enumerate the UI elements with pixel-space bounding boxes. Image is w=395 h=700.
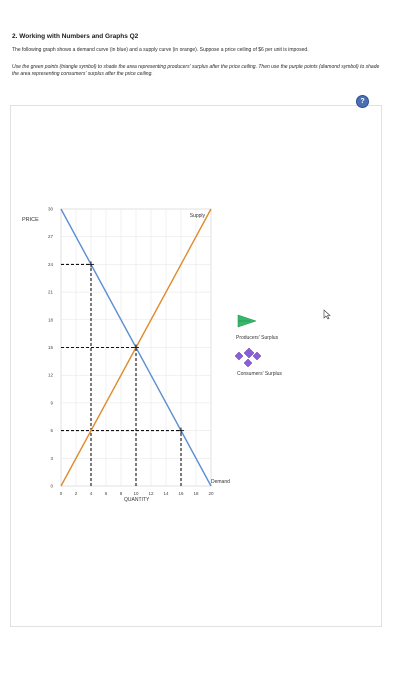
- question-instructions: Use the green points (triangle symbol) to shade the area representing producers' surplus after the price ceiling. Then use the purple points (diamond symbol) to shade the area representing consumers' surplus after the price ceiling.: [12, 64, 380, 77]
- producer-surplus-label: Producers' Surplus: [236, 335, 279, 341]
- x-tick-label: 20: [208, 491, 214, 496]
- y-tick-label: 27: [47, 234, 53, 240]
- question-intro: The following graph shows a demand curve (in blue) and a supply curve (in orange). Suppose a price ceiling of $6 per unit is imposed.: [12, 47, 309, 53]
- x-tick-label: 12: [148, 491, 154, 496]
- x-tick-label: 14: [163, 491, 169, 496]
- y-tick-label: 12: [47, 372, 53, 378]
- consumer-surplus-tool[interactable]: [235, 348, 282, 377]
- x-tick-label: 0: [59, 491, 63, 496]
- y-tick-label: 30: [47, 206, 53, 212]
- purple-diamond-icon[interactable]: [244, 359, 252, 367]
- help-button[interactable]: ?: [356, 95, 369, 108]
- x-tick-label: 8: [119, 491, 123, 496]
- graph-svg[interactable]: [11, 106, 381, 626]
- demand-curve-label: Demand: [211, 479, 230, 485]
- y-axis-label: PRICE: [22, 217, 39, 223]
- y-tick-label: 24: [47, 261, 53, 267]
- x-tick-label: 6: [104, 491, 108, 496]
- x-tick-label: 16: [178, 491, 184, 496]
- y-tick-label: 6: [50, 428, 53, 434]
- x-axis-label: QUANTITY: [124, 497, 150, 503]
- purple-diamond-icon[interactable]: [253, 352, 261, 360]
- producer-surplus-tool[interactable]: [236, 315, 279, 341]
- purple-diamond-icon[interactable]: [235, 352, 243, 360]
- question-title: 2. Working with Numbers and Graphs Q2: [12, 33, 139, 40]
- y-tick-label: 15: [47, 345, 53, 350]
- y-tick-label: 21: [47, 289, 53, 295]
- mouse-cursor-icon: [323, 309, 331, 320]
- graph-card: [10, 105, 382, 627]
- y-tick-label: 0: [50, 483, 53, 489]
- consumer-surplus-label: Consumers' Surplus: [237, 371, 282, 377]
- purple-diamond-icon[interactable]: [244, 348, 254, 358]
- x-tick-label: 10: [133, 491, 139, 496]
- x-tick-label: 18: [193, 491, 199, 496]
- supply-curve-label: Supply: [189, 213, 205, 219]
- x-tick-label: 4: [89, 491, 93, 496]
- x-tick-label: 2: [74, 491, 78, 496]
- y-tick-label: 9: [50, 400, 53, 406]
- y-tick-label: 18: [47, 317, 53, 323]
- y-tick-label: 3: [50, 455, 53, 461]
